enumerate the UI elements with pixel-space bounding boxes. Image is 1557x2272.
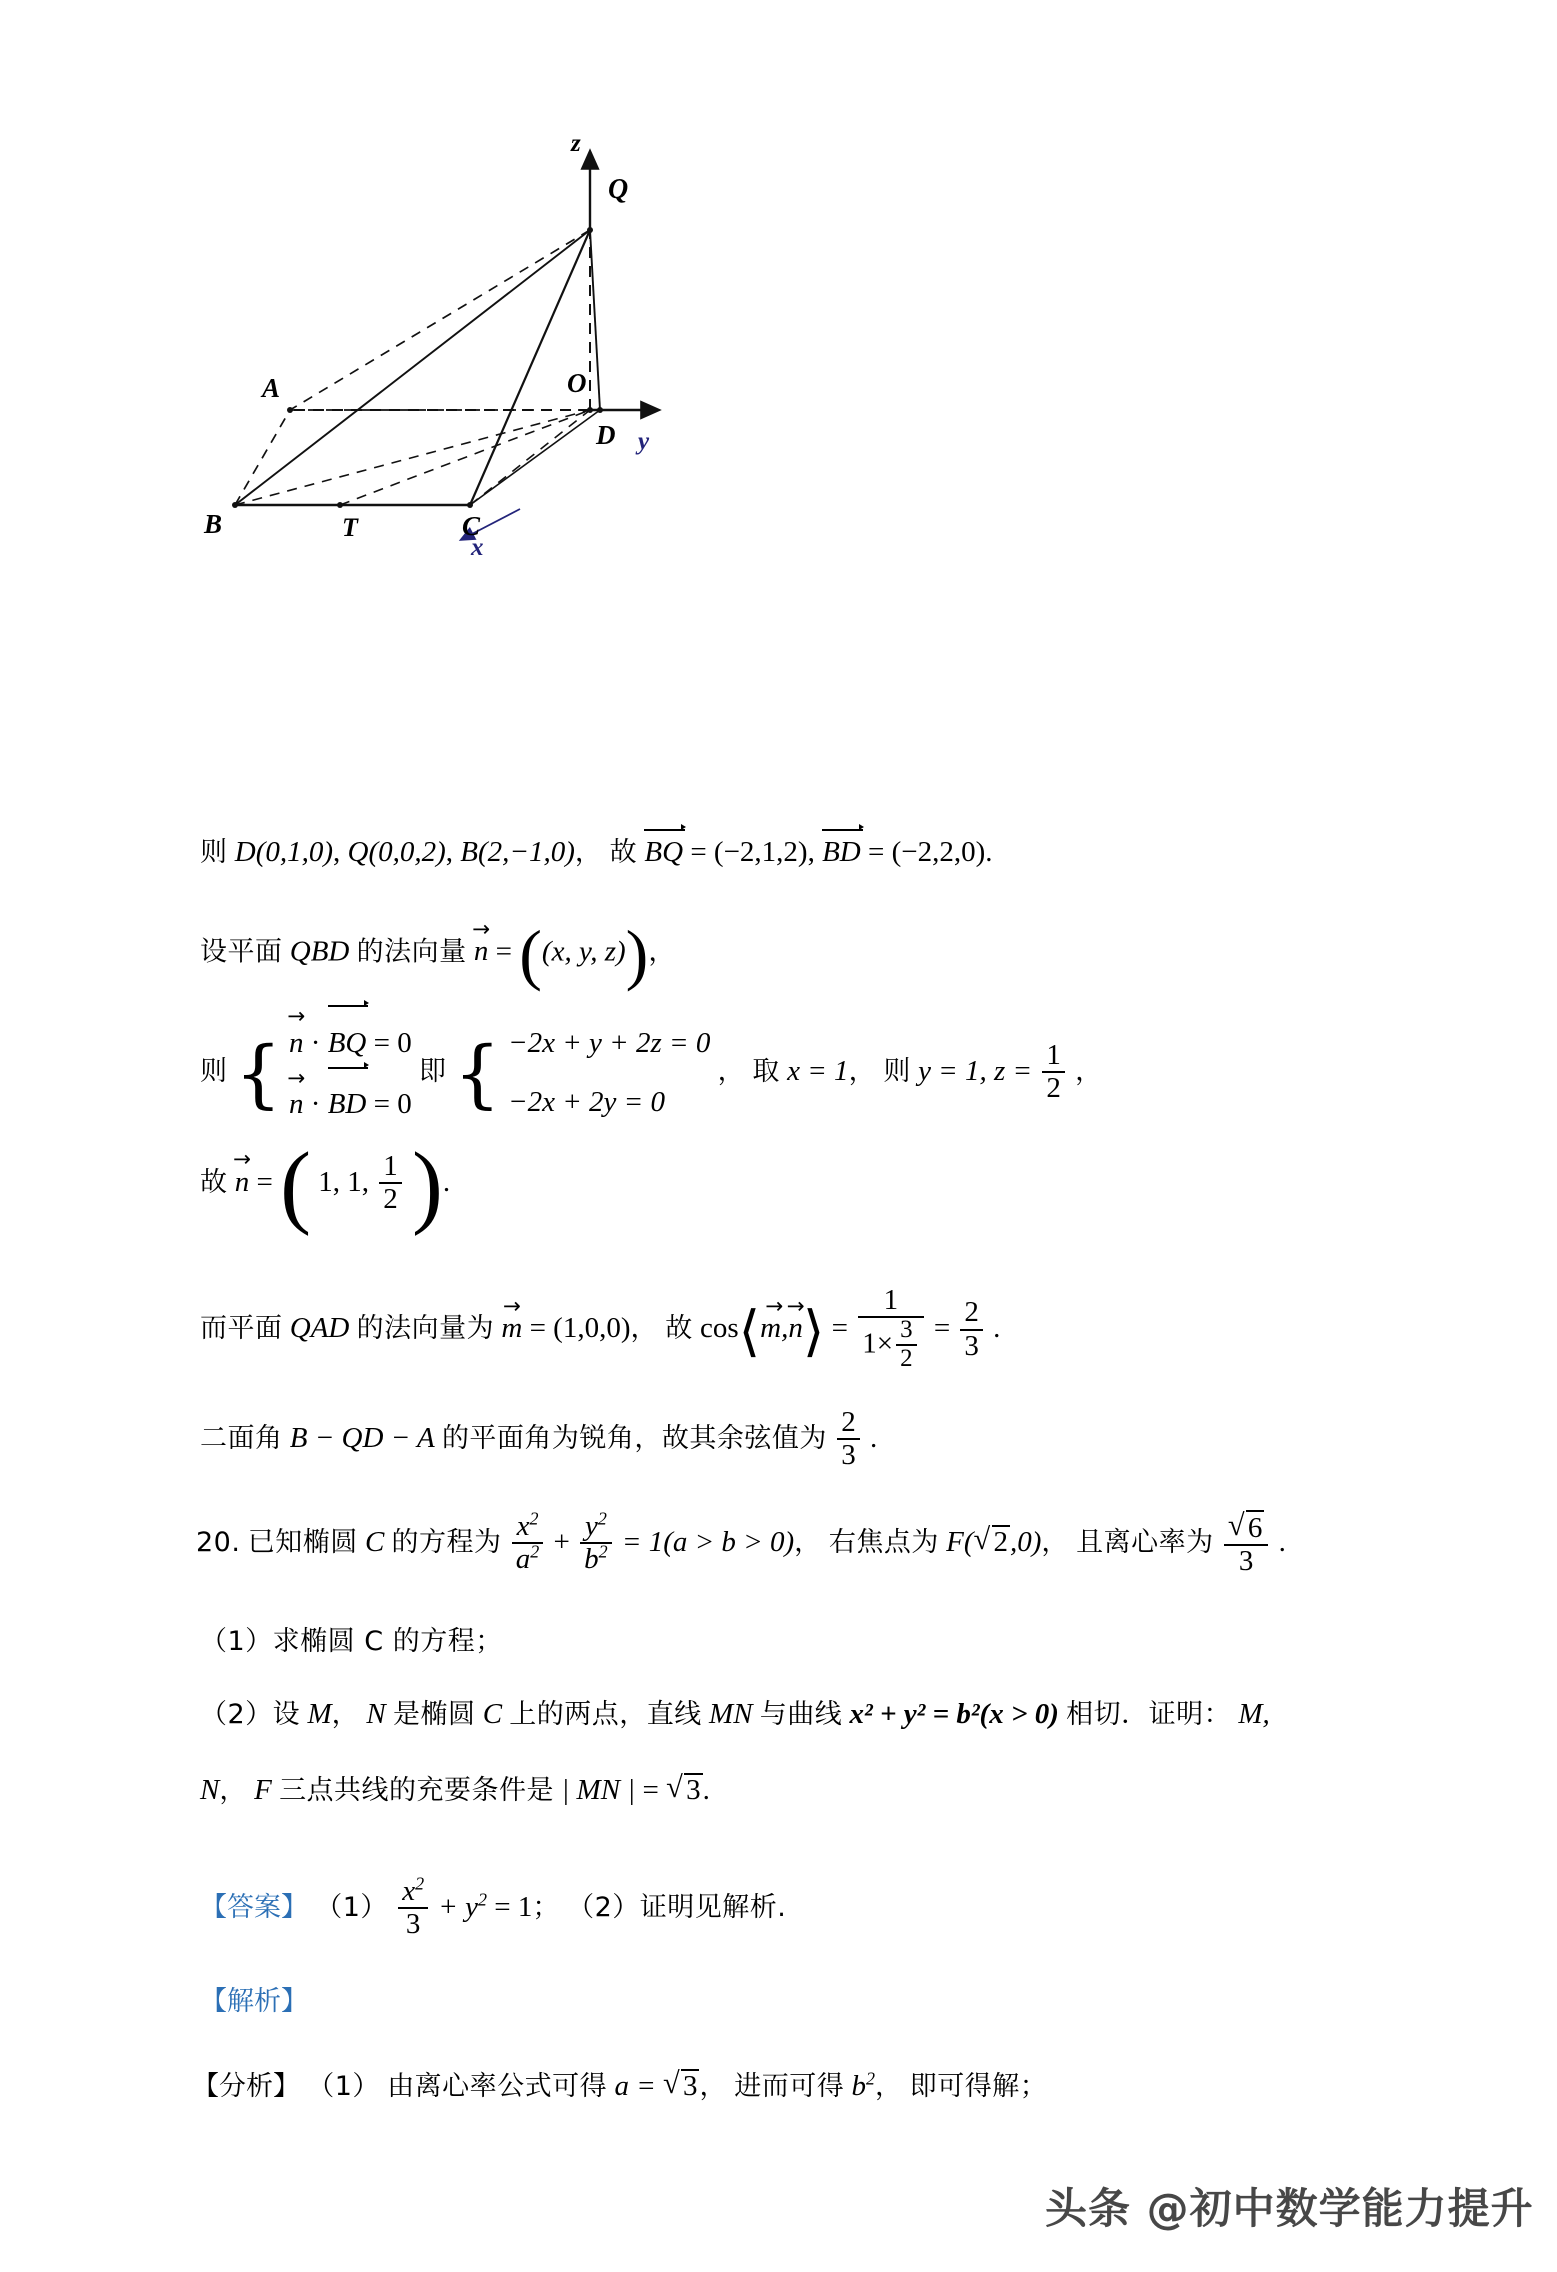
edge-QB (235, 230, 590, 505)
line3-ji: 即 (419, 1056, 447, 1088)
focus-tail: ,0) (1010, 1525, 1042, 1558)
fenxi-comma: ， (699, 2071, 727, 2102)
line1-vec-BQ-value: (−2,1,2) (713, 836, 808, 868)
problem-number: 20. (196, 1526, 241, 1558)
edge-QD (590, 230, 600, 410)
line5-result-num: 2 (964, 1296, 979, 1329)
part2-d: 与曲线 (759, 1699, 843, 1730)
fenxi-b-sq: $b^2$ (851, 2068, 875, 2102)
part2-e: 相切．证明： (1066, 1699, 1232, 1730)
ecc-num: √ 6 (1227, 1508, 1263, 1544)
line5-den-den: 2 (896, 1344, 916, 1373)
line5-cos-fraction (858, 1285, 923, 1374)
ecc-den: 3 (1224, 1544, 1268, 1577)
vertex-D-dot (597, 407, 603, 413)
fenxi-a-eq: a = (614, 2070, 656, 2102)
analysis-tag: 【解析】 (200, 1986, 308, 2017)
fenxi-tag: 【分析】 (192, 2071, 300, 2102)
ellipse-x-num: $x^2$ (516, 1508, 539, 1542)
line5-text-before: 而平面 (200, 1313, 283, 1345)
line6-period: . (869, 1421, 878, 1454)
line3-take-x: x = 1 (787, 1055, 849, 1088)
line6-fraction (837, 1407, 860, 1472)
line5-period: . (993, 1312, 1001, 1345)
answer-frac-den: 3 (398, 1907, 428, 1940)
answer-fraction (398, 1873, 428, 1941)
line6-frac-num: 2 (841, 1406, 856, 1438)
line5-den-num: 3 (900, 1316, 913, 1344)
vertex-label-O: O (567, 368, 587, 398)
part2-a: （2）设 (200, 1699, 301, 1730)
part3-MN: | MN | (561, 1774, 636, 1806)
line1-point-B: B(2,−1,0) (460, 836, 575, 868)
line3-eq3: −2x + y + 2z = 0 (508, 1027, 711, 1059)
problem-comma-2: ， (1041, 1526, 1069, 1558)
geometry-figure (190, 120, 870, 800)
watermark: 头条 @初中数学能力提升 (1045, 2184, 1534, 2233)
line3-z-fraction (1042, 1040, 1065, 1105)
vertex-A-dot (287, 407, 293, 413)
line5-den-left: 1× (862, 1327, 894, 1360)
fenxi-text-mid: 进而可得 (734, 2071, 845, 2102)
line4-v1: 1, (318, 1165, 341, 1198)
line4-fraction (379, 1151, 402, 1216)
line1-period: . (985, 836, 993, 868)
line3-result-z: z = (994, 1055, 1033, 1088)
line2-value: (x, y, z) (541, 935, 626, 968)
line3-eq4: −2x + 2y = 0 (508, 1086, 665, 1119)
line2-text-after: 的法向量 (356, 936, 467, 968)
line5-equals: = (529, 1312, 546, 1345)
solution-line-3: 则 { n → · BQ = 0 n → · BD = 0 即 { −2x + y + 2z = 0 −2x + 2y = 0 ， 取 x = 1， 则 y = 1, z = $\frac{1}{2}$ ， (200, 1012, 1103, 1135)
part3-sqrt: √ 3 (666, 1770, 701, 1806)
vertex-Q-dot (587, 227, 593, 233)
line3-prefix: 则 (200, 1056, 228, 1088)
line5-frac-num: 1 (883, 1284, 899, 1316)
part3-period: . (702, 1774, 710, 1806)
line4-frac-num: 1 (383, 1150, 398, 1182)
fenxi-line (192, 2068, 1047, 2101)
vertex-label-Q: Q (608, 174, 629, 205)
line5-text-mid: 的法向量为 (356, 1313, 495, 1345)
vertex-C-dot (467, 502, 473, 508)
ellipse-y-num: $y^2$ (584, 1508, 607, 1542)
fenxi-text-after: 即可得解； (909, 2071, 1048, 2102)
line3-comma2: ， (848, 1056, 877, 1088)
origin-dot (587, 407, 593, 413)
problem-20-part3 (200, 1772, 710, 1805)
line3-comma: ， (717, 1056, 746, 1088)
line3-result-y: y = 1, (918, 1055, 987, 1088)
line4-frac-den: 2 (379, 1182, 402, 1215)
part2-b: 是椭圆 (392, 1699, 476, 1730)
part2-c: 上的两点，直线 (509, 1699, 702, 1730)
edge-QA-dashed (290, 230, 590, 410)
line5-result-fraction (960, 1297, 983, 1362)
line1-point-D: D(0,1,0) (234, 836, 334, 868)
fenxi-text-before: 由离心率公式可得 (387, 2071, 608, 2102)
answer-semicolon: ； (532, 1891, 560, 1923)
vertex-label-B: B (204, 509, 223, 539)
part2-C: C (482, 1698, 503, 1730)
line5-result-den: 3 (960, 1329, 983, 1362)
line6-angle: B − QD − A (289, 1421, 435, 1454)
line2-plane: QBD (289, 935, 350, 968)
vertex-label-C: C (462, 511, 481, 541)
line4-v2: 1, (347, 1165, 370, 1198)
line4-prefix: 故 (200, 1166, 228, 1198)
solution-line-4: 故 n → = ( 1, 1, $\frac{1}{2}$ ). (200, 1152, 450, 1217)
problem-curve: C (364, 1525, 385, 1558)
line1-vec-BQ: BQ (644, 836, 684, 868)
ellipse-x-den: $a^2$ (512, 1542, 543, 1575)
line2-equals: = (495, 935, 512, 968)
line5-value: (1,0,0) (553, 1312, 631, 1345)
part3-N: N (200, 1774, 220, 1806)
line5-inner-fraction (896, 1317, 916, 1373)
answer-part1-label: （1） (315, 1891, 388, 1923)
line4-period: . (442, 1165, 451, 1198)
line5-vector-m: m → (501, 1312, 522, 1343)
solution-line-2: 设平面 QBD 的法向量 n → = ((x, y, z))， (200, 935, 676, 972)
part2-M2: M, (1238, 1698, 1270, 1730)
diag-CO-dashed (470, 410, 590, 505)
answer-equals: = 1 (494, 1890, 533, 1923)
analysis-line (200, 1987, 308, 2016)
line5-frac-den (858, 1316, 923, 1374)
focus-text: 右焦点为 (828, 1526, 939, 1558)
part2-M: M (307, 1698, 332, 1730)
axis-label-z: z (571, 130, 581, 157)
problem-20-stem (196, 1510, 1286, 1579)
line5-comma: ， (630, 1313, 658, 1345)
solution-line-1: 则 D(0,1,0), Q(0,0,2), B(2,−1,0)， 故 BQ = (−2,1,2), BD = (−2,2,0). (200, 836, 993, 868)
line1-point-Q: Q(0,0,2) (347, 836, 446, 868)
line2-comma: ， (648, 936, 676, 968)
line2-vector-n: n → (474, 935, 489, 966)
vertex-T-dot (337, 502, 343, 508)
line4-equals: = (256, 1165, 273, 1198)
line1-vec-BD: BD (822, 836, 861, 868)
part2-MN: MN (709, 1698, 753, 1730)
line5-cos: cos (700, 1312, 739, 1345)
line5-arg-m: m, → (760, 1312, 788, 1343)
axis-label-y: y (638, 428, 650, 455)
fenxi-part1-label: （1） (307, 2071, 380, 2102)
fenxi-sqrt: √ 3 (663, 2066, 698, 2102)
vertex-label-A: A (262, 373, 281, 403)
line4-vector-n: n → (235, 1166, 250, 1197)
diag-BO-dashed (235, 410, 590, 505)
problem-20-part1: （1）求椭圆 C 的方程； (200, 1626, 503, 1657)
part3-comma: ， (219, 1775, 247, 1806)
problem-20-part2 (200, 1700, 1270, 1729)
line1-gu: 故 (609, 837, 638, 868)
focus-open: F( (946, 1525, 974, 1558)
solution-line-6 (200, 1408, 877, 1473)
line6-text-before: 二面角 (200, 1422, 283, 1454)
part2-N: N (366, 1698, 386, 1730)
line5-gu: 故 (665, 1313, 693, 1345)
line5-arg-n: n → (788, 1312, 803, 1343)
answer-part2: （2）证明见解析. (567, 1891, 787, 1923)
line1-vec-BD-value: (−2,2,0) (891, 836, 986, 868)
answer-tag: 【答案】 (200, 1891, 308, 1923)
line3-z-num: 1 (1046, 1039, 1061, 1072)
line5-plane: QAD (289, 1312, 350, 1345)
ellipse-y-den: $b^2$ (580, 1542, 611, 1575)
edge-BA-dashed (235, 410, 290, 505)
line2-text-before: 设平面 (200, 936, 283, 968)
line3-z-den: 2 (1042, 1071, 1065, 1104)
ellipse-rhs: = 1(a > b > 0) (621, 1525, 795, 1558)
fenxi-comma-2: ， (874, 2071, 903, 2102)
part3-F: F (254, 1774, 272, 1806)
part3-b: 三点共线的充要条件是 (279, 1775, 555, 1806)
line5-eq: = (831, 1312, 848, 1345)
part3-eq: = (642, 1774, 659, 1806)
part2-comma: ， (331, 1699, 360, 1730)
ecc-text: 且离心率为 (1076, 1526, 1214, 1558)
answer-line (200, 1873, 787, 1942)
line6-frac-den: 3 (837, 1438, 860, 1471)
part2-equation: x² + y² = b²(x > 0) (849, 1698, 1059, 1730)
problem-period: . (1278, 1525, 1286, 1558)
ellipse-plus: + (553, 1525, 570, 1558)
line3-tail: ， (1075, 1056, 1103, 1088)
problem-comma: ， (794, 1526, 822, 1558)
solution-line-5: 而平面 QAD 的法向量为 m → = (1,0,0)， 故 cos⟨m, →n →⟩ = 1 1× $\frac{3}{2}$ = $\frac{2}{3}$ . (200, 1286, 1000, 1375)
line1-prefix: 则 (200, 837, 228, 868)
line3-qu: 取 (752, 1056, 780, 1088)
ecc-fraction (1224, 1509, 1268, 1578)
line3-ze: 则 (883, 1056, 911, 1088)
answer-frac-num: $x^2$ (402, 1873, 425, 1907)
focus-sqrt: √ 2 (973, 1521, 1008, 1558)
line6-text-after: 的平面角为锐角，故其余弦值为 (441, 1422, 827, 1454)
problem-stem-before: 已知椭圆 (247, 1526, 358, 1558)
ellipse-y-term (580, 1508, 611, 1576)
vertex-B-dot (232, 502, 238, 508)
axis-label-x: x (471, 534, 484, 561)
line5-eq2: = (933, 1312, 951, 1345)
vertex-label-T: T (342, 513, 358, 542)
problem-stem-mid: 的方程为 (391, 1526, 502, 1558)
answer-plus-y: + $y^2$ (438, 1889, 487, 1923)
vertex-label-D: D (596, 420, 616, 450)
ellipse-x-term (512, 1508, 543, 1576)
diag-TO-dashed (340, 410, 590, 505)
